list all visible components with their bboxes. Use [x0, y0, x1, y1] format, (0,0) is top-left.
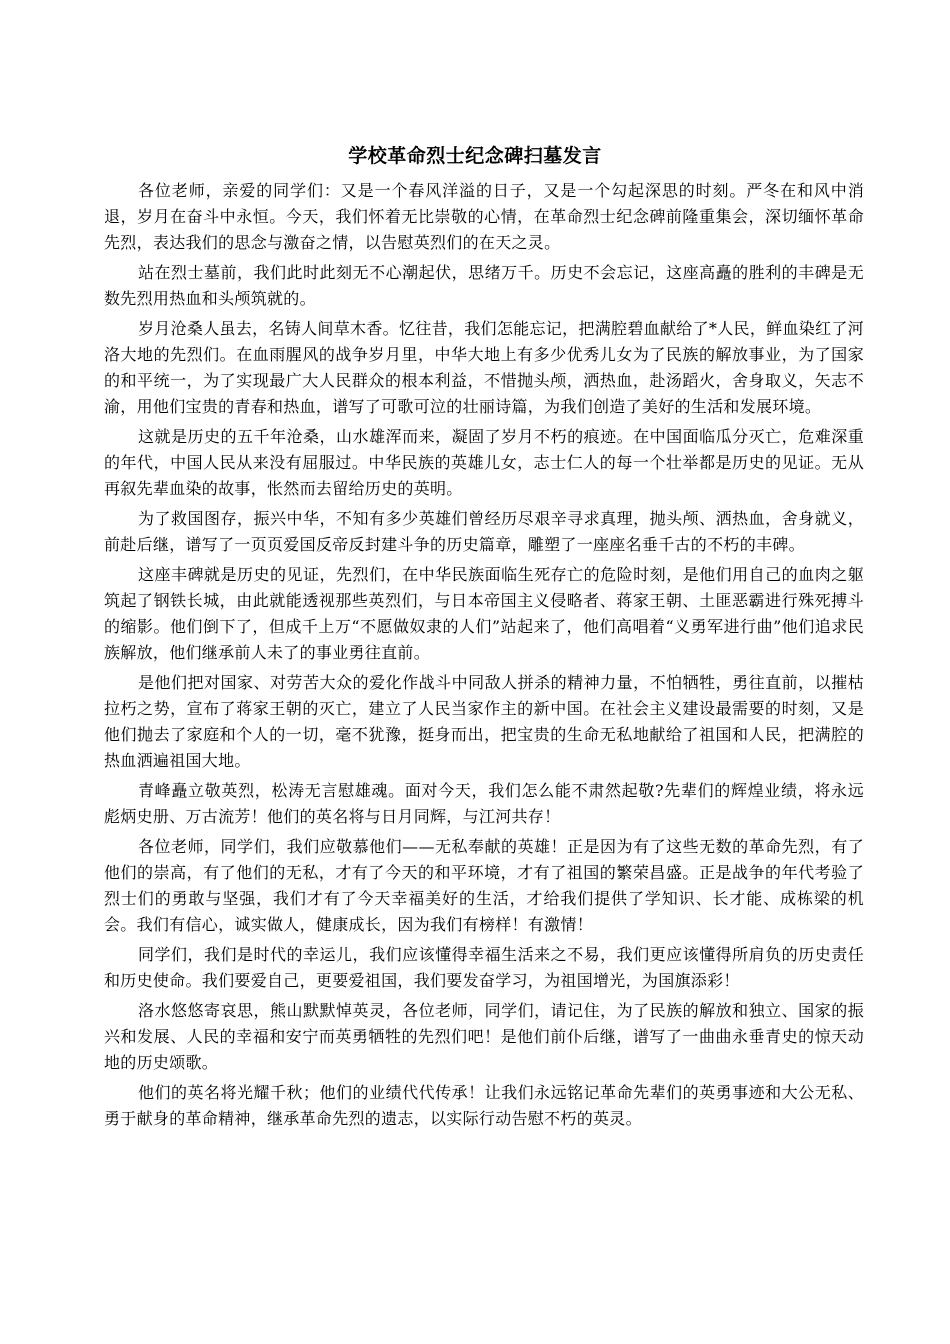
document-title: 学校革命烈士纪念碑扫墓发言 [348, 145, 602, 167]
paragraph: 这座丰碑就是历史的见证，先烈们，在中华民族面临生死存亡的危险时刻，是他们用自己的血肉之躯筑起了钢铁长城，由此就能透视那些英烈们，与日本帝国主义侵略者、蒋家王朝、土匪恶霸进行殊死搏斗的缩影。他们倒下了，但成千上万“不愿做奴隶的人们”站起来了，他们高唱着“义勇军进行曲”他们追求民族解放，他们继承前人未了的事业勇往直前。 [104, 565, 864, 662]
paragraph: 洛水悠悠寄哀思，熊山默默悼英灵，各位老师，同学们，请记住，为了民族的解放和独立、国家的振兴和发展、人民的幸福和安宁而英勇牺牲的先烈们吧！是他们前仆后继，谱写了一曲曲永垂青史的惊天动地的历史颂歌。 [104, 1001, 864, 1072]
paragraph: 各位老师，亲爱的同学们：又是一个春风洋溢的日子，又是一个勾起深思的时刻。严冬在和风中消退，岁月在奋斗中永恒。今天，我们怀着无比崇敬的心情，在革命烈士纪念碑前隆重集会，深切缅怀革命先烈，表达我们的思念与激奋之情，以告慰英烈们的在天之灵。 [104, 181, 864, 252]
paragraph: 青峰矗立敬英烈，松涛无言慰雄魂。面对今天，我们怎么能不肃然起敬?先辈们的辉煌业绩，将永远彪炳史册、万古流芳！他们的英名将与日月同辉，与江河共存！ [104, 781, 864, 826]
paragraph: 同学们，我们是时代的幸运儿，我们应该懂得幸福生活来之不易，我们更应该懂得所肩负的历史责任和历史使命。我们要爱自己，更要爱祖国，我们要发奋学习，为祖国增光，为国旗添彩！ [104, 945, 864, 990]
document-body [104, 178, 864, 1136]
paragraph: 为了救国图存，振兴中华，不知有多少英雄们曾经历尽艰辛寻求真理，抛头颅、洒热血，舍身就义，前赴后继，谱写了一页页爱国反帝反封建斗争的历史篇章，雕塑了一座座名垂千古的不朽的丰碑。 [104, 509, 864, 554]
paragraph: 这就是历史的五千年沧桑，山水雄浑而来，凝固了岁月不朽的痕迹。在中国面临瓜分灭亡，危难深重的年代，中国人民从来没有屈服过。中华民族的英雄儿女，志士仁人的每一个壮举都是历史的见证。无从再叙先辈血染的故事，怅然而去留给历史的英明。 [104, 427, 864, 498]
paragraph: 岁月沧桑人虽去，名铸人间草木香。忆往昔，我们怎能忘记，把满腔碧血献给了*人民，鲜血染红了河洛大地的先烈们。在血雨腥风的战争岁月里，中华大地上有多少优秀儿女为了民族的解放事业，为了国家的和平统一，为了实现最广大人民群众的根本利益，不惜抛头颅，洒热血，赴汤蹈火，舍身取义，矢志不渝，用他们宝贵的青春和热血，谱写了可歌可泣的壮丽诗篇，为我们创造了美好的生活和发展环境。 [104, 319, 864, 416]
paragraph: 他们的英名将光耀千秋；他们的业绩代代传承！让我们永远铭记革命先辈们的英勇事迹和大公无私、勇于献身的革命精神，继承革命先烈的遗志，以实际行动告慰不朽的英灵。 [104, 1083, 864, 1128]
paragraph: 是他们把对国家、对劳苦大众的爱化作战斗中同敌人拼杀的精神力量，不怕牺牲，勇往直前，以摧枯拉朽之势，宣布了蒋家王朝的灭亡，建立了人民当家作主的新中国。在社会主义建设最需要的时刻，又是他们抛去了家庭和个人的一切，毫不犹豫，挺身而出，把宝贵的生命无私地献给了祖国和人民，把满腔的热血洒遍祖国大地。 [104, 673, 864, 770]
paragraph: 各位老师，同学们，我们应敬慕他们——无私奉献的英雄！正是因为有了这些无数的革命先烈，有了他们的崇高，有了他们的无私，才有了今天的和平环境，才有了祖国的繁荣昌盛。正是战争的年代考验了烈士们的勇敢与坚强，我们才有了今天幸福美好的生活，才给我们提供了学知识、长才能、成栋梁的机会。我们有信心，诚实做人，健康成长，因为我们有榜样！有激情！ [104, 837, 864, 934]
paragraph: 站在烈士墓前，我们此时此刻无不心潮起伏，思绪万千。历史不会忘记，这座高矗的胜利的丰碑是无数先烈用热血和头颅筑就的。 [104, 263, 864, 308]
